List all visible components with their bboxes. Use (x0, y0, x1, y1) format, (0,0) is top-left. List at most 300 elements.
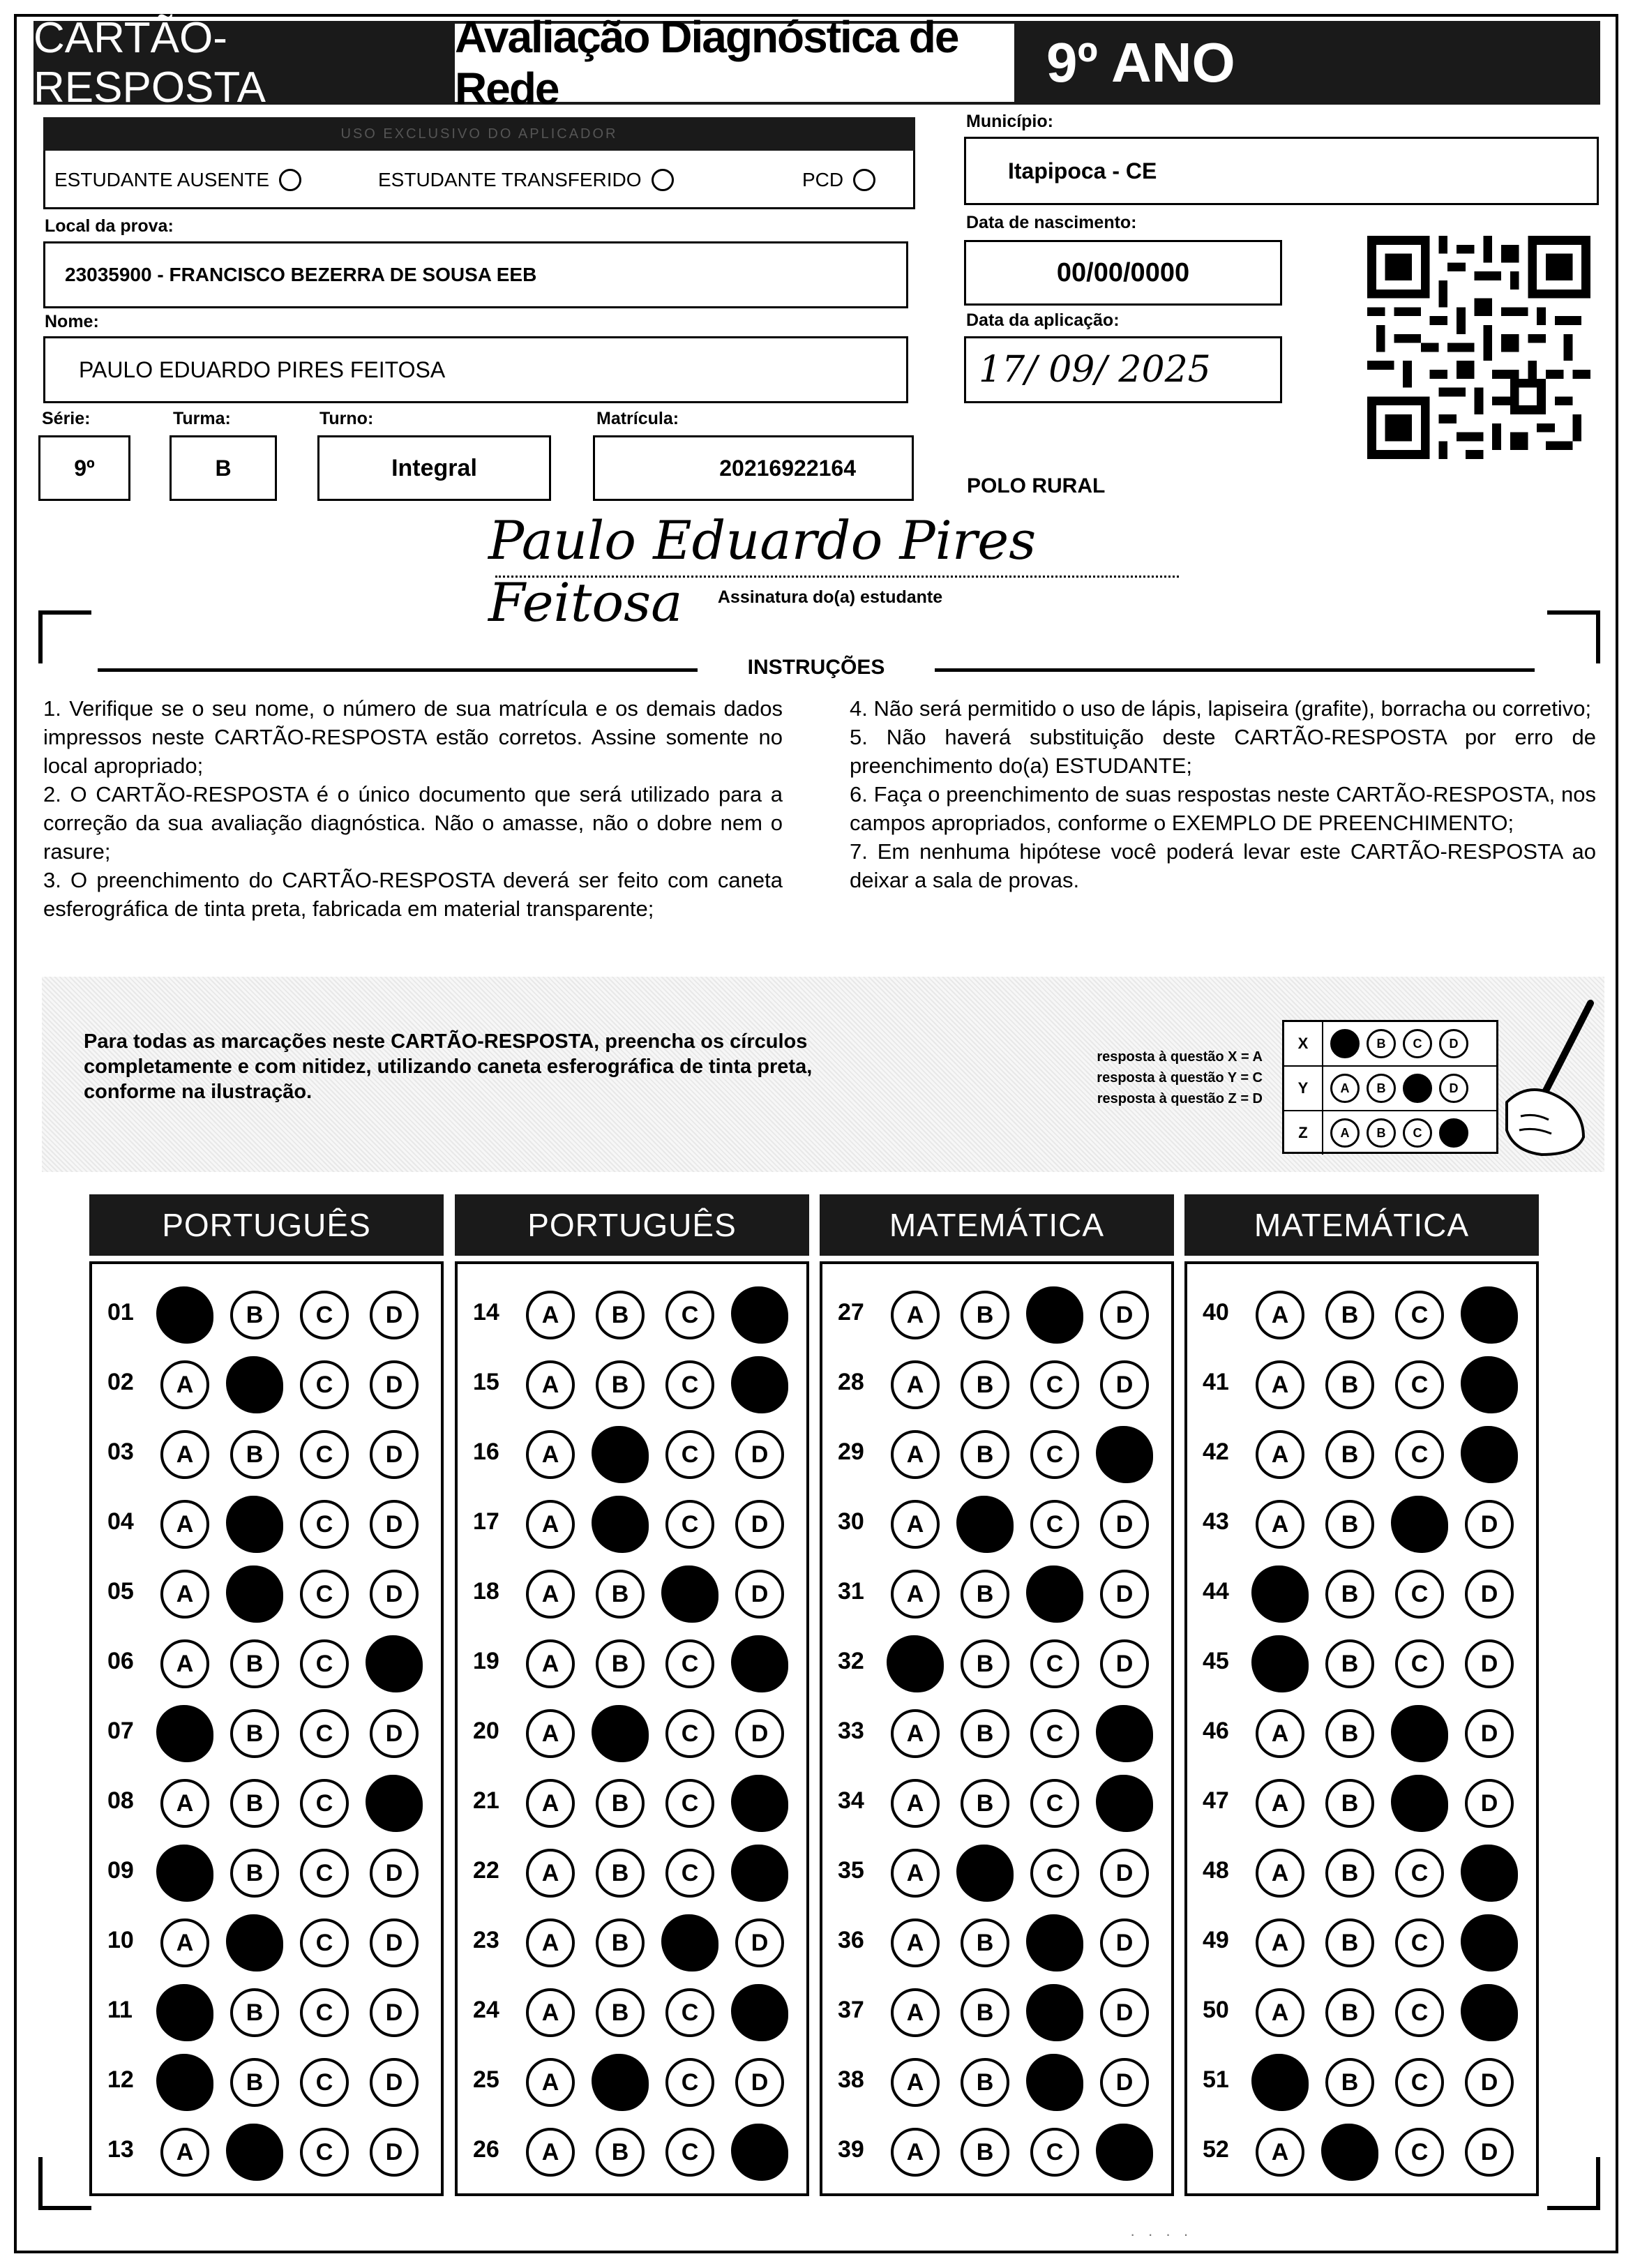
answer-bubble-b[interactable]: B (1325, 1849, 1374, 1898)
section-answer-box (1184, 1261, 1539, 2196)
answer-bubble-a[interactable]: A (891, 1570, 940, 1619)
answer-bubble-d[interactable]: D (370, 1918, 419, 1967)
answer-bubble-a[interactable]: A (1256, 1988, 1304, 2037)
answer-bubble-b[interactable]: B (596, 1918, 645, 1967)
answer-bubble-c[interactable]: C (1391, 1775, 1448, 1832)
example-row (1284, 1111, 1496, 1155)
class-label: Turma: (173, 409, 231, 428)
answer-bubble-c[interactable]: C (665, 1500, 714, 1549)
example-bubble: D (1439, 1118, 1468, 1148)
answer-bubble-a[interactable]: A (1256, 1779, 1304, 1828)
answer-bubble-c[interactable]: C (1030, 1360, 1079, 1409)
answer-bubble-c[interactable]: C (1395, 1360, 1444, 1409)
application-date-label: Data da aplicação: (966, 310, 1120, 330)
question-number: 41 (1203, 1369, 1229, 1395)
answer-bubble-c[interactable]: C (300, 1988, 349, 2037)
question-row (1187, 1489, 1536, 1559)
question-number: 12 (107, 2066, 134, 2093)
answer-bubble-a[interactable]: A (156, 1984, 213, 2041)
answer-bubble-d[interactable]: D (370, 1988, 419, 2037)
answer-bubble-b[interactable]: B (230, 1639, 279, 1688)
question-number: 44 (1203, 1578, 1229, 1605)
answer-bubble-d[interactable]: D (1461, 1426, 1518, 1483)
answer-bubble-d[interactable]: D (735, 1918, 784, 1967)
answer-bubble-a[interactable]: A (526, 1360, 575, 1409)
answer-bubble-b[interactable]: B (1325, 1360, 1374, 1409)
answer-bubble-d[interactable]: D (735, 1570, 784, 1619)
instruction-5: 5. Não haverá substituição deste CARTÃO-RESPOSTA por erro de preenchimento do(a) ESTUDANTE; (850, 725, 1596, 778)
answer-bubble-a[interactable]: A (156, 2054, 213, 2111)
answer-bubble-c[interactable]: C (300, 1500, 349, 1549)
answer-bubble-a[interactable]: A (526, 1849, 575, 1898)
answer-bubble-d[interactable]: D (370, 1709, 419, 1758)
answer-bubble-c[interactable]: C (300, 1779, 349, 1828)
question-row (822, 1768, 1171, 1838)
absent-option[interactable] (54, 169, 301, 191)
transferred-label: ESTUDANTE TRANSFERIDO (378, 169, 642, 190)
answer-bubble-d[interactable]: D (1100, 1500, 1149, 1549)
answer-bubble-c[interactable]: C (1395, 2058, 1444, 2107)
answer-bubble-b[interactable]: B (226, 1356, 283, 1413)
answer-bubble-b[interactable]: B (596, 1639, 645, 1688)
answer-bubble-a[interactable]: A (1256, 1709, 1304, 1758)
shift-field: Integral (317, 435, 551, 501)
answer-bubble-c[interactable]: C (300, 1709, 349, 1758)
answer-bubble-c[interactable]: C (661, 1914, 718, 1972)
answer-bubble-d[interactable]: D (735, 1709, 784, 1758)
name-field: PAULO EDUARDO PIRES FEITOSA (43, 336, 908, 403)
answer-bubble-b[interactable]: B (1325, 1918, 1374, 1967)
answer-bubble-d[interactable]: D (1100, 1849, 1149, 1898)
answer-bubble-d[interactable]: D (1096, 2124, 1153, 2181)
corner-mark-top-right (1547, 610, 1600, 663)
answer-bubble-b[interactable]: B (961, 2128, 1009, 2177)
answer-bubble-d[interactable]: D (370, 1849, 419, 1898)
answer-bubble-c[interactable]: C (665, 2128, 714, 2177)
answer-bubble-b[interactable]: B (230, 1709, 279, 1758)
answer-bubble-a[interactable]: A (160, 1918, 209, 1967)
application-date-field: 17/ 09/ 2025 (964, 336, 1282, 403)
answer-bubble-c[interactable]: C (300, 1918, 349, 1967)
answer-bubble-d[interactable]: D (731, 2124, 788, 2181)
answer-bubble-d[interactable]: D (731, 1775, 788, 1832)
answer-bubble-a[interactable]: A (160, 1360, 209, 1409)
answer-bubble-a[interactable]: A (891, 1709, 940, 1758)
answer-bubble-c[interactable]: C (1391, 1705, 1448, 1762)
answer-bubble-b[interactable]: B (1321, 2124, 1378, 2181)
question-row (92, 1768, 441, 1838)
answer-bubble-c[interactable]: C (1030, 1639, 1079, 1688)
answer-bubble-a[interactable]: A (526, 2058, 575, 2107)
answer-bubble-b[interactable]: B (1325, 1500, 1374, 1549)
answer-bubble-a[interactable]: A (160, 1430, 209, 1479)
example-label-y: resposta à questão Y = C (1097, 1070, 1263, 1086)
answer-bubble-d[interactable]: D (1461, 1914, 1518, 1972)
question-row (1187, 2117, 1536, 2186)
answer-bubble-d[interactable]: D (370, 1500, 419, 1549)
answer-bubble-c[interactable]: C (661, 1565, 718, 1623)
answer-bubble-a[interactable]: A (160, 1500, 209, 1549)
answer-bubble-c[interactable]: C (665, 1849, 714, 1898)
answer-bubble-d[interactable]: D (1465, 2058, 1514, 2107)
answer-bubble-c[interactable]: C (665, 1988, 714, 2037)
answer-bubble-b[interactable]: B (592, 1426, 649, 1483)
answer-bubble-b[interactable]: B (226, 1914, 283, 1972)
answer-bubble-a[interactable]: A (156, 1286, 213, 1344)
answer-bubble-d[interactable]: D (370, 1360, 419, 1409)
answer-bubble-d[interactable]: D (731, 1635, 788, 1692)
question-number: 42 (1203, 1439, 1229, 1465)
answer-bubble-d[interactable]: D (1096, 1775, 1153, 1832)
answer-bubble-c[interactable]: C (300, 1639, 349, 1688)
answer-bubble-a[interactable]: A (891, 1291, 940, 1339)
answer-bubble-d[interactable]: D (1100, 1639, 1149, 1688)
question-number: 23 (473, 1927, 499, 1953)
answer-bubble-a[interactable]: A (160, 1570, 209, 1619)
answer-bubble-a[interactable]: A (156, 1845, 213, 1902)
answer-bubble-c[interactable]: C (300, 2128, 349, 2177)
answer-bubble-b[interactable]: B (956, 1496, 1014, 1553)
question-number: 37 (838, 1997, 864, 2023)
answer-bubble-b[interactable]: B (961, 1639, 1009, 1688)
question-row (92, 1489, 441, 1559)
answer-bubble-c[interactable]: C (1026, 2054, 1083, 2111)
answer-bubble-c[interactable]: C (1030, 1709, 1079, 1758)
answer-bubble-d[interactable]: D (731, 1845, 788, 1902)
question-row (92, 1698, 441, 1768)
answer-bubble-b[interactable]: B (226, 1565, 283, 1623)
answer-bubble-c[interactable]: C (1395, 1918, 1444, 1967)
answer-bubble-a[interactable]: A (1256, 1291, 1304, 1339)
answer-bubble-b[interactable]: B (592, 1496, 649, 1553)
question-row (92, 1977, 441, 2047)
question-row (822, 2047, 1171, 2117)
answer-bubble-c[interactable]: C (1030, 1430, 1079, 1479)
section-answer-box (89, 1261, 444, 2196)
answer-bubble-a[interactable]: A (891, 1988, 940, 2037)
answer-bubble-d[interactable]: D (370, 1570, 419, 1619)
question-row (92, 1349, 441, 1419)
answer-bubble-c[interactable]: C (1395, 2128, 1444, 2177)
answer-bubble-d[interactable]: D (1461, 1984, 1518, 2041)
section-header: PORTUGUÊS (455, 1194, 809, 1256)
answer-bubble-b[interactable]: B (961, 1360, 1009, 1409)
answer-bubble-a[interactable]: A (526, 1291, 575, 1339)
answer-bubble-b[interactable]: B (230, 1779, 279, 1828)
answer-bubble-a[interactable]: A (891, 1360, 940, 1409)
answer-bubble-a[interactable]: A (526, 1570, 575, 1619)
question-number: 39 (838, 2136, 864, 2163)
answer-bubble-b[interactable]: B (230, 1430, 279, 1479)
answer-bubble-d[interactable]: D (1465, 1570, 1514, 1619)
answer-bubble-b[interactable]: B (596, 2128, 645, 2177)
question-row (822, 1698, 1171, 1768)
answer-bubble-a[interactable]: A (1256, 2128, 1304, 2177)
answer-bubble-a[interactable]: A (1251, 2054, 1309, 2111)
answer-bubble-d[interactable]: D (370, 2128, 419, 2177)
question-row (822, 1977, 1171, 2047)
question-row (1187, 1698, 1536, 1768)
question-number: 05 (107, 1578, 134, 1605)
answer-bubble-d[interactable]: D (1100, 1918, 1149, 1967)
answer-bubble-a[interactable]: A (526, 1988, 575, 2037)
example-question-label: Z (1284, 1111, 1323, 1155)
answer-bubble-c[interactable]: C (665, 1639, 714, 1688)
answer-bubble-a[interactable]: A (891, 2058, 940, 2107)
signature-line (495, 576, 1179, 578)
question-row (92, 2047, 441, 2117)
question-number: 07 (107, 1718, 134, 1744)
answer-bubble-d[interactable]: D (370, 1291, 419, 1339)
answer-bubble-b[interactable]: B (961, 1570, 1009, 1619)
answer-bubble-a[interactable]: A (1256, 1430, 1304, 1479)
answer-bubble-a[interactable]: A (891, 1918, 940, 1967)
question-row (458, 1279, 806, 1349)
answer-bubble-d[interactable]: D (370, 1430, 419, 1479)
question-number: 43 (1203, 1508, 1229, 1535)
answer-bubble-a[interactable]: A (887, 1635, 944, 1692)
answer-bubble-d[interactable]: D (735, 1500, 784, 1549)
answer-bubble-b[interactable]: B (961, 1291, 1009, 1339)
answer-bubble-c[interactable]: C (1030, 1779, 1079, 1828)
answer-bubble-d[interactable]: D (1096, 1705, 1153, 1762)
answer-bubble-b[interactable]: B (596, 1988, 645, 2037)
answer-bubble-b[interactable]: B (961, 2058, 1009, 2107)
answer-bubble-c[interactable]: C (1395, 1988, 1444, 2037)
answer-bubble-b[interactable]: B (1325, 1639, 1374, 1688)
answer-bubble-b[interactable]: B (961, 1779, 1009, 1828)
answer-bubble-b[interactable]: B (956, 1845, 1014, 1902)
answer-bubble-a[interactable]: A (1256, 1849, 1304, 1898)
answer-bubble-c[interactable]: C (1395, 1570, 1444, 1619)
question-number: 35 (838, 1857, 864, 1884)
answer-bubble-c[interactable]: C (300, 1570, 349, 1619)
question-row (1187, 2047, 1536, 2117)
answer-bubble-c[interactable]: C (1030, 1849, 1079, 1898)
question-row (1187, 1838, 1536, 1907)
presence-header: USO EXCLUSIVO DO APLICADOR (43, 117, 915, 151)
answer-bubble-c[interactable]: C (1395, 1430, 1444, 1479)
grade-label: 9º ANO (1046, 31, 1235, 93)
answer-bubble-a[interactable]: A (1256, 1360, 1304, 1409)
answer-bubble-c[interactable]: C (1026, 1914, 1083, 1972)
section-answer-box (820, 1261, 1174, 2196)
answer-bubble-b[interactable]: B (230, 1291, 279, 1339)
answer-bubble-b[interactable]: B (596, 1291, 645, 1339)
answer-bubble-a[interactable]: A (1256, 1500, 1304, 1549)
corner-mark-bottom-left (38, 2157, 91, 2210)
question-row (458, 1838, 806, 1907)
answer-bubble-b[interactable]: B (1325, 1430, 1374, 1479)
question-row (458, 1907, 806, 1977)
answer-bubble-b[interactable]: B (230, 1849, 279, 1898)
answer-bubble-c[interactable]: C (300, 1291, 349, 1339)
example-bubble: A (1330, 1118, 1360, 1148)
question-row (92, 1419, 441, 1489)
question-row (458, 1698, 806, 1768)
answer-bubble-d[interactable]: D (1096, 1426, 1153, 1483)
answer-bubble-b[interactable]: B (230, 1988, 279, 2037)
transferred-option[interactable] (378, 169, 674, 191)
answer-bubble-c[interactable]: C (665, 1709, 714, 1758)
question-number: 10 (107, 1927, 134, 1953)
answer-bubble-b[interactable]: B (226, 1496, 283, 1553)
question-row (458, 2047, 806, 2117)
question-number: 17 (473, 1508, 499, 1535)
answer-bubble-d[interactable]: D (366, 1775, 423, 1832)
answer-bubble-a[interactable]: A (526, 1709, 575, 1758)
answer-bubble-d[interactable]: D (1100, 1360, 1149, 1409)
example-bubble: C (1403, 1074, 1432, 1103)
example-bubble: C (1403, 1118, 1432, 1148)
answer-bubble-c[interactable]: C (665, 1430, 714, 1479)
answer-bubble-a[interactable]: A (891, 1500, 940, 1549)
name-label: Nome: (45, 312, 99, 331)
answer-bubble-a[interactable]: A (526, 1500, 575, 1549)
answer-bubble-d[interactable]: D (1461, 1845, 1518, 1902)
answer-bubble-b[interactable]: B (1325, 1291, 1374, 1339)
answer-bubble-d[interactable]: D (1100, 1570, 1149, 1619)
answer-bubble-c[interactable]: C (300, 1430, 349, 1479)
answer-bubble-b[interactable]: B (961, 1430, 1009, 1479)
answer-bubble-d[interactable]: D (1465, 2128, 1514, 2177)
answer-bubble-d[interactable]: D (1465, 1779, 1514, 1828)
answer-bubble-b[interactable]: B (1325, 2058, 1374, 2107)
answer-bubble-d[interactable]: D (735, 1430, 784, 1479)
question-number: 24 (473, 1997, 499, 2023)
question-row (458, 1559, 806, 1628)
answer-bubble-a[interactable]: A (1251, 1635, 1309, 1692)
answer-bubble-c[interactable]: C (1030, 1500, 1079, 1549)
answer-bubble-d[interactable]: D (366, 1635, 423, 1692)
answer-bubble-c[interactable]: C (665, 1779, 714, 1828)
series-label: Série: (42, 409, 91, 428)
answer-bubble-b[interactable]: B (592, 1705, 649, 1762)
answer-bubble-b[interactable]: B (596, 1779, 645, 1828)
answer-bubble-a[interactable]: A (526, 1918, 575, 1967)
answer-bubble-c[interactable]: C (1026, 1984, 1083, 2041)
example-question-label: Y (1284, 1067, 1323, 1110)
example-bubble: B (1367, 1118, 1396, 1148)
answer-bubble-d[interactable]: D (1100, 1988, 1149, 2037)
answer-bubble-b[interactable]: B (1325, 1779, 1374, 1828)
question-number: 02 (107, 1369, 134, 1395)
answer-bubble-d[interactable]: D (1465, 1709, 1514, 1758)
answer-bubble-d[interactable]: D (731, 1984, 788, 2041)
answer-bubble-d[interactable]: D (1461, 1356, 1518, 1413)
answer-bubble-a[interactable]: A (526, 1779, 575, 1828)
section-answer-box (455, 1261, 809, 2196)
question-number: 32 (838, 1648, 864, 1674)
answer-bubble-b[interactable]: B (596, 1849, 645, 1898)
answer-bubble-d[interactable]: D (1465, 1639, 1514, 1688)
question-row (822, 1489, 1171, 1559)
answer-bubble-b[interactable]: B (596, 1570, 645, 1619)
series-field: 9º (38, 435, 130, 501)
answer-bubble-b[interactable]: B (961, 1918, 1009, 1967)
answer-bubble-c[interactable]: C (1026, 1565, 1083, 1623)
answer-bubble-b[interactable]: B (596, 1360, 645, 1409)
answer-bubble-a[interactable]: A (160, 1639, 209, 1688)
answer-bubble-a[interactable]: A (526, 1430, 575, 1479)
answer-bubble-a[interactable]: A (526, 1639, 575, 1688)
answer-bubble-b[interactable]: B (1325, 1988, 1374, 2037)
answer-bubble-b[interactable]: B (230, 2058, 279, 2107)
question-row (458, 1349, 806, 1419)
pcd-option[interactable] (802, 169, 875, 191)
municipality-label: Município: (966, 112, 1053, 131)
answer-bubble-b[interactable]: B (226, 2124, 283, 2181)
question-row (822, 1279, 1171, 1349)
answer-bubble-a[interactable]: A (526, 2128, 575, 2177)
answer-bubble-c[interactable]: C (1030, 2128, 1079, 2177)
answer-bubble-d[interactable]: D (735, 2058, 784, 2107)
answer-bubble-a[interactable]: A (160, 1779, 209, 1828)
answer-bubble-a[interactable]: A (891, 1849, 940, 1898)
example-bubble: B (1367, 1074, 1396, 1103)
answer-bubble-a[interactable]: A (1256, 1918, 1304, 1967)
transferred-bubble[interactable] (652, 169, 674, 191)
question-row (1187, 1559, 1536, 1628)
question-number: 19 (473, 1648, 499, 1674)
answer-bubble-a[interactable]: A (891, 2128, 940, 2177)
answer-bubble-c[interactable]: C (1026, 1286, 1083, 1344)
question-number: 13 (107, 2136, 134, 2163)
question-number: 29 (838, 1439, 864, 1465)
answer-bubble-b[interactable]: B (1325, 1570, 1374, 1619)
signature-caption: Assinatura do(a) estudante (717, 587, 943, 607)
answer-bubble-b[interactable]: B (961, 1988, 1009, 2037)
question-row (92, 1559, 441, 1628)
answer-bubble-b[interactable]: B (592, 2054, 649, 2111)
answer-bubble-c[interactable]: C (665, 2058, 714, 2107)
question-row (822, 1349, 1171, 1419)
answer-bubble-c[interactable]: C (665, 1291, 714, 1339)
answer-bubble-d[interactable]: D (1100, 2058, 1149, 2107)
question-row (1187, 1768, 1536, 1838)
answer-bubble-a[interactable]: A (1251, 1565, 1309, 1623)
answer-bubble-a[interactable]: A (891, 1430, 940, 1479)
answer-bubble-b[interactable]: B (1325, 1709, 1374, 1758)
question-number: 46 (1203, 1718, 1229, 1744)
answer-bubble-d[interactable]: D (731, 1286, 788, 1344)
answer-bubble-c[interactable]: C (1395, 1291, 1444, 1339)
answer-bubble-d[interactable]: D (1461, 1286, 1518, 1344)
absent-bubble[interactable] (279, 169, 301, 191)
answer-bubble-a[interactable]: A (160, 2128, 209, 2177)
answer-bubble-c[interactable]: C (300, 1849, 349, 1898)
answer-bubble-c[interactable]: C (1391, 1496, 1448, 1553)
question-row (458, 1419, 806, 1489)
answer-bubble-d[interactable]: D (370, 2058, 419, 2107)
answer-bubble-d[interactable]: D (731, 1356, 788, 1413)
question-number: 31 (838, 1578, 864, 1605)
question-row (1187, 1907, 1536, 1977)
answer-bubble-b[interactable]: B (961, 1709, 1009, 1758)
answer-bubble-a[interactable]: A (891, 1779, 940, 1828)
pen-hand-icon (1479, 998, 1597, 1158)
answer-bubble-d[interactable]: D (1465, 1500, 1514, 1549)
answer-bubble-c[interactable]: C (300, 1360, 349, 1409)
answer-bubble-c[interactable]: C (665, 1360, 714, 1409)
answer-bubble-c[interactable]: C (300, 2058, 349, 2107)
answer-bubble-c[interactable]: C (1395, 1639, 1444, 1688)
pcd-bubble[interactable] (853, 169, 875, 191)
question-number: 48 (1203, 1857, 1229, 1884)
answer-bubble-d[interactable]: D (1100, 1291, 1149, 1339)
answer-bubble-a[interactable]: A (156, 1705, 213, 1762)
answer-bubble-c[interactable]: C (1395, 1849, 1444, 1898)
